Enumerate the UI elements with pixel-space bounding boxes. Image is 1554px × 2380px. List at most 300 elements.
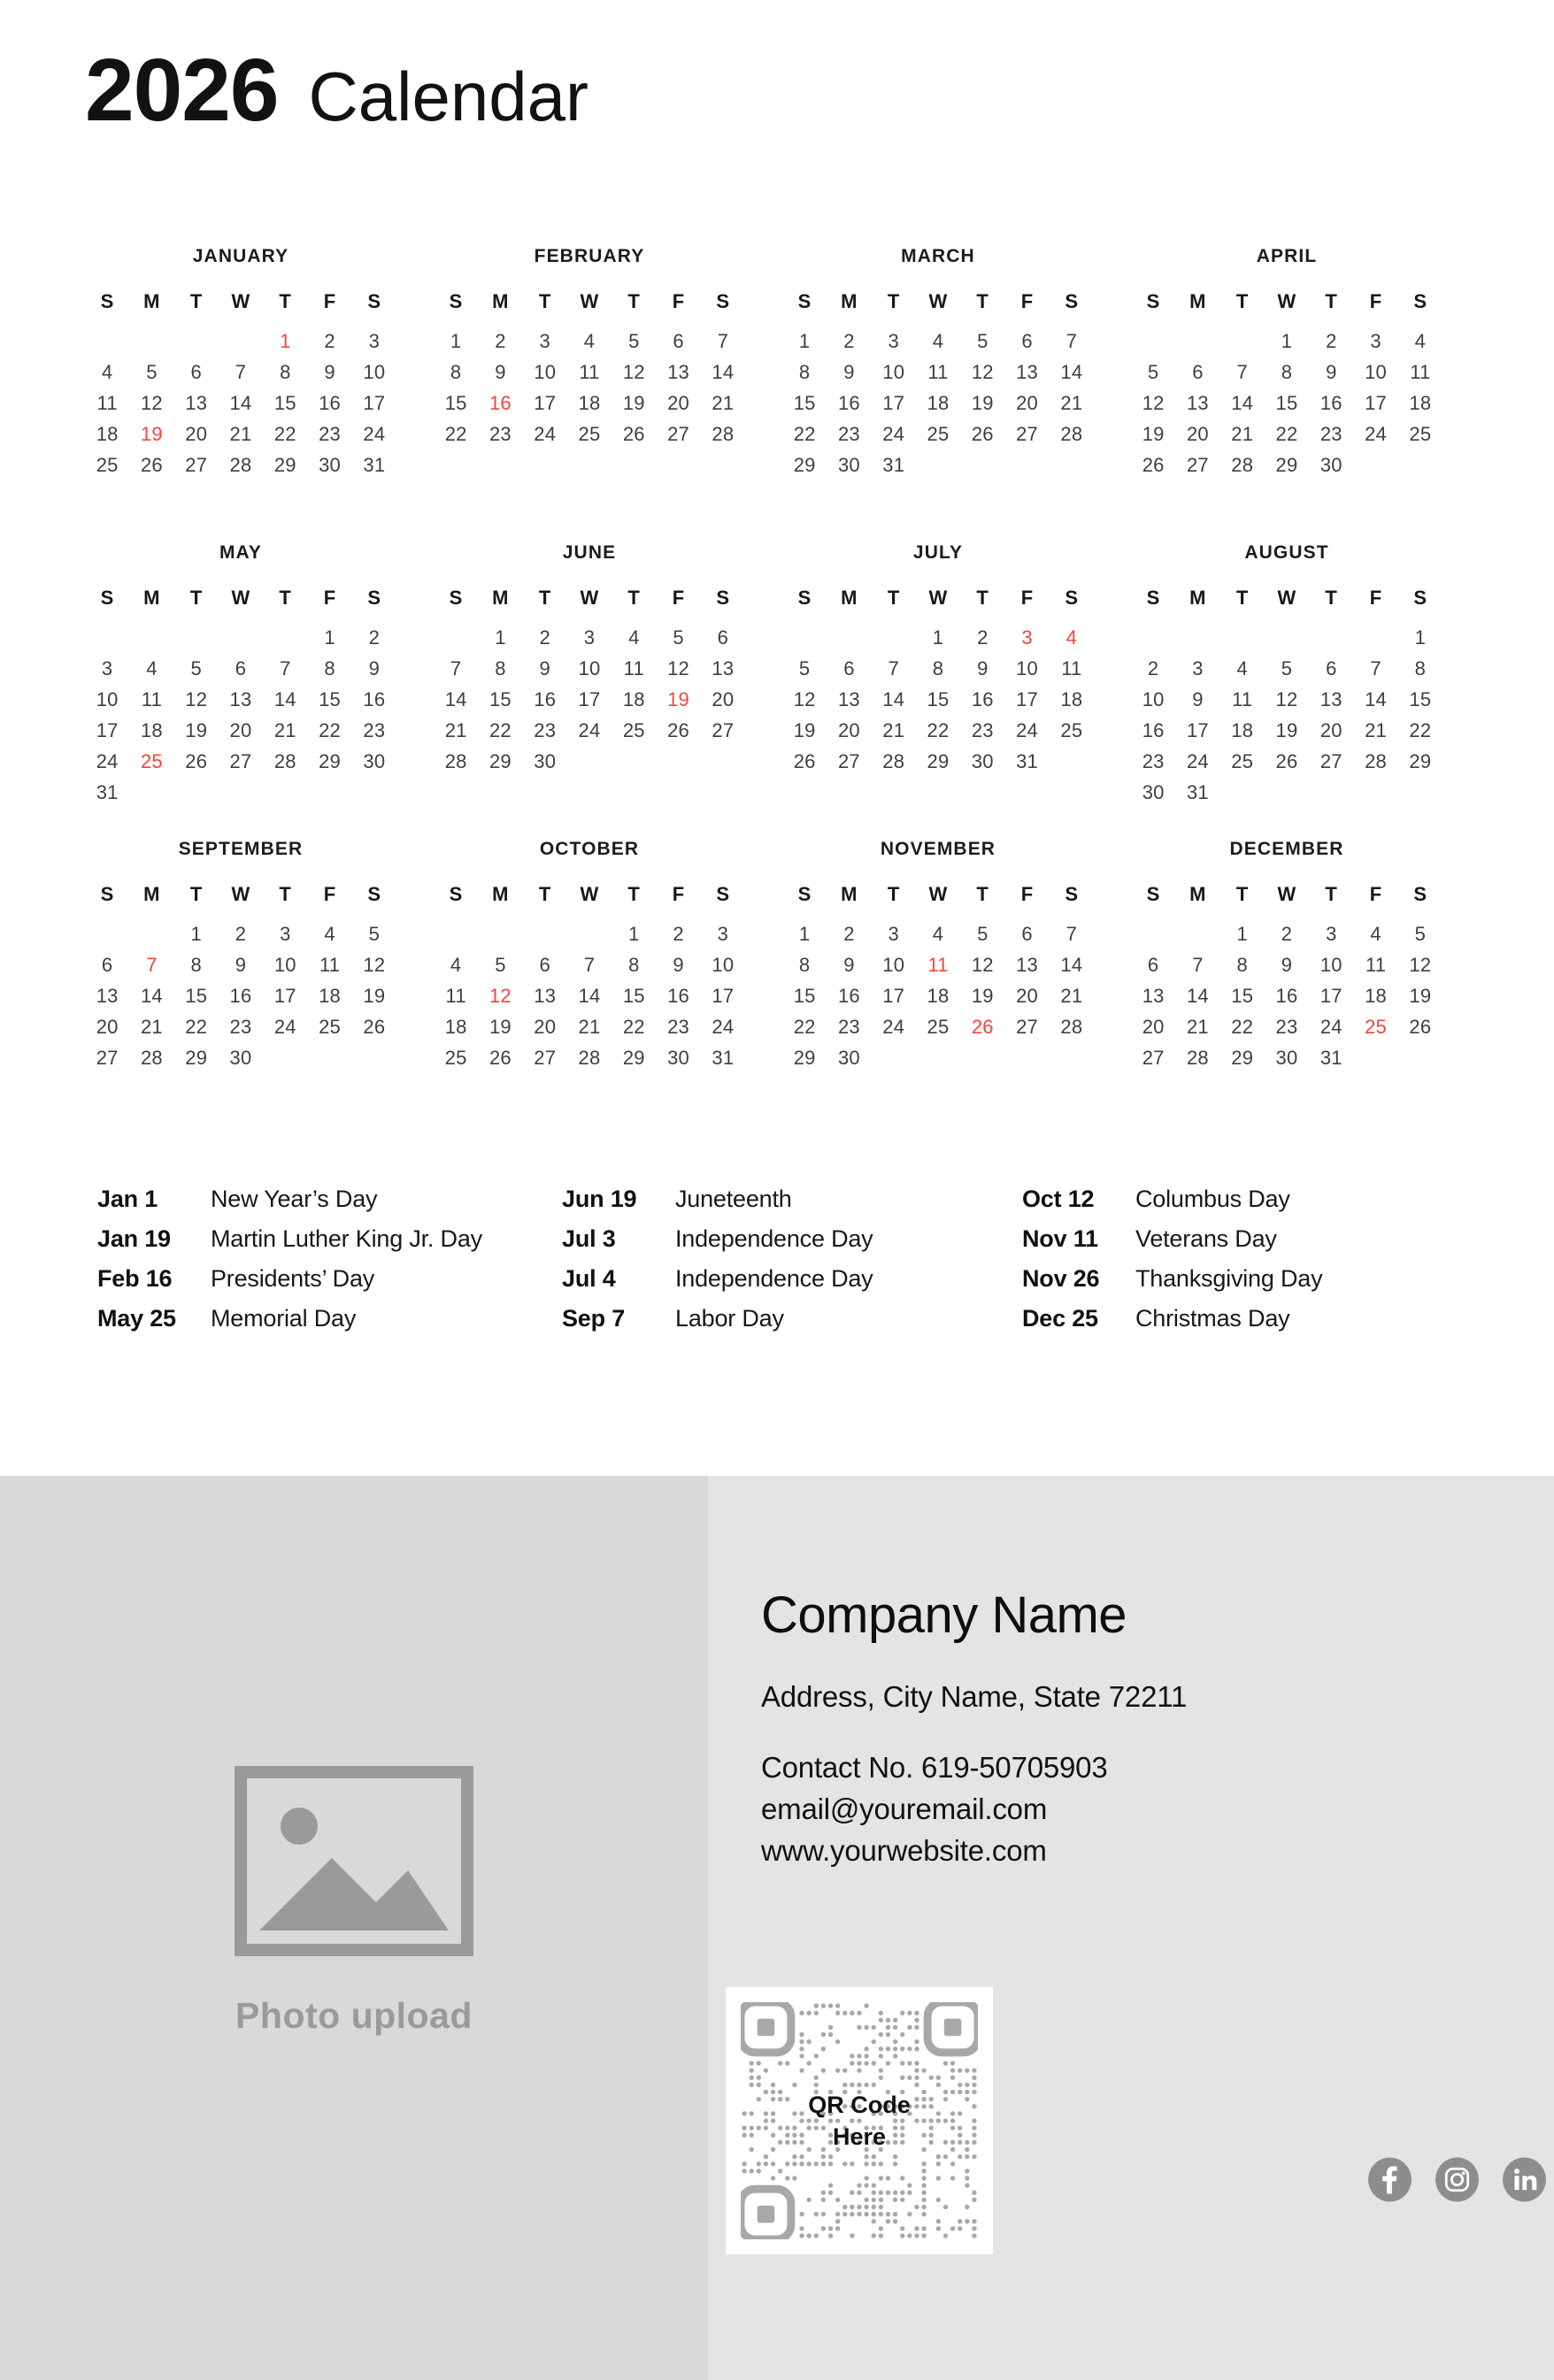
day-cell[interactable]: 6 [539, 954, 550, 976]
day-cell[interactable]: 20 [534, 1016, 557, 1038]
day-cell[interactable]: 24 [712, 1016, 735, 1038]
day-cell[interactable]: 8 [798, 361, 811, 383]
day-cell[interactable]: 19 [185, 719, 208, 741]
day-cell[interactable]: 19 [1409, 985, 1432, 1007]
day-cell[interactable]: 3 [1021, 626, 1033, 649]
day-cell[interactable]: 12 [1409, 954, 1432, 976]
day-cell[interactable]: 7 [1065, 330, 1078, 352]
day-cell[interactable]: 25 [578, 423, 601, 445]
day-cell[interactable]: 23 [837, 1016, 860, 1038]
day-cell[interactable]: 5 [146, 361, 158, 383]
day-cell[interactable]: 11 [927, 954, 949, 976]
day-cell[interactable]: 19 [1275, 719, 1298, 741]
day-cell[interactable]: 10 [273, 954, 296, 976]
day-cell[interactable]: 27 [96, 1047, 119, 1069]
day-cell[interactable]: 30 [837, 454, 860, 476]
day-cell[interactable]: 21 [1186, 1016, 1209, 1038]
day-cell[interactable]: 2 [1326, 330, 1337, 352]
day-cell[interactable]: 28 [229, 454, 252, 476]
day-cell[interactable]: 20 [229, 719, 252, 741]
day-cell[interactable]: 15 [319, 688, 341, 710]
day-cell[interactable]: 3 [583, 626, 596, 649]
day-cell[interactable]: 13 [229, 688, 252, 710]
day-cell[interactable]: 24 [273, 1016, 296, 1038]
day-cell[interactable]: 13 [534, 985, 557, 1007]
day-cell[interactable]: 12 [1275, 688, 1298, 710]
day-cell[interactable]: 25 [1409, 423, 1432, 445]
day-cell[interactable]: 17 [363, 392, 386, 414]
day-cell[interactable]: 11 [319, 954, 341, 976]
day-cell[interactable]: 29 [185, 1047, 208, 1069]
day-cell[interactable]: 13 [1016, 954, 1038, 976]
day-cell[interactable]: 8 [1414, 657, 1427, 679]
day-cell[interactable]: 2 [539, 626, 550, 649]
day-cell[interactable]: 16 [229, 985, 252, 1007]
day-cell[interactable]: 4 [932, 330, 944, 352]
day-cell[interactable]: 30 [1275, 1047, 1298, 1069]
day-cell[interactable]: 22 [1275, 423, 1298, 445]
day-cell[interactable]: 19 [971, 392, 994, 414]
day-cell[interactable]: 27 [534, 1047, 557, 1069]
day-cell[interactable]: 1 [1281, 330, 1293, 352]
day-cell[interactable]: 26 [622, 423, 645, 445]
day-cell[interactable]: 22 [489, 719, 512, 741]
day-cell[interactable]: 13 [1016, 361, 1038, 383]
day-cell[interactable]: 11 [445, 985, 466, 1007]
day-cell[interactable]: 31 [363, 454, 386, 476]
day-cell[interactable]: 21 [712, 392, 735, 414]
day-cell[interactable]: 6 [235, 657, 247, 679]
day-cell[interactable]: 4 [932, 923, 944, 945]
day-cell[interactable]: 14 [578, 985, 601, 1007]
day-cell[interactable]: 27 [1186, 454, 1209, 476]
day-cell[interactable]: 31 [882, 454, 905, 476]
day-cell[interactable]: 14 [229, 392, 252, 414]
day-cell[interactable]: 12 [971, 954, 994, 976]
day-cell[interactable]: 24 [1016, 719, 1038, 741]
day-cell[interactable]: 21 [1060, 985, 1083, 1007]
day-cell[interactable]: 25 [319, 1016, 341, 1038]
day-cell[interactable]: 30 [534, 750, 557, 772]
day-cell[interactable]: 8 [450, 361, 462, 383]
day-cell[interactable]: 22 [622, 1016, 645, 1038]
day-cell[interactable]: 3 [101, 657, 113, 679]
day-cell[interactable]: 8 [324, 657, 335, 679]
day-cell[interactable]: 15 [1231, 985, 1254, 1007]
day-cell[interactable]: 12 [1142, 392, 1165, 414]
day-cell[interactable]: 16 [1142, 719, 1165, 741]
day-cell[interactable]: 7 [1370, 657, 1381, 679]
day-cell[interactable]: 20 [1016, 392, 1038, 414]
day-cell[interactable]: 18 [319, 985, 341, 1007]
day-cell[interactable]: 25 [622, 719, 645, 741]
day-cell[interactable]: 5 [190, 657, 202, 679]
day-cell[interactable]: 30 [229, 1047, 252, 1069]
day-cell[interactable]: 24 [96, 750, 119, 772]
day-cell[interactable]: 23 [534, 719, 557, 741]
day-cell[interactable]: 21 [1365, 719, 1387, 741]
day-cell[interactable]: 10 [882, 361, 905, 383]
day-cell[interactable]: 31 [712, 1047, 735, 1069]
day-cell[interactable]: 24 [882, 423, 905, 445]
day-cell[interactable]: 19 [971, 985, 994, 1007]
day-cell[interactable]: 27 [667, 423, 689, 445]
day-cell[interactable]: 10 [96, 688, 119, 710]
day-cell[interactable]: 18 [1409, 392, 1432, 414]
day-cell[interactable]: 29 [1231, 1047, 1254, 1069]
day-cell[interactable]: 29 [319, 750, 341, 772]
day-cell[interactable]: 10 [363, 361, 386, 383]
day-cell[interactable]: 13 [837, 688, 860, 710]
day-cell[interactable]: 28 [1186, 1047, 1209, 1069]
day-cell[interactable]: 24 [363, 423, 386, 445]
day-cell[interactable]: 16 [1319, 392, 1342, 414]
day-cell[interactable]: 28 [1060, 423, 1083, 445]
day-cell[interactable]: 11 [96, 392, 118, 414]
day-cell[interactable]: 21 [882, 719, 905, 741]
day-cell[interactable]: 21 [273, 719, 296, 741]
day-cell[interactable]: 1 [932, 626, 944, 649]
day-cell[interactable]: 4 [628, 626, 640, 649]
day-cell[interactable]: 30 [1142, 781, 1165, 803]
day-cell[interactable]: 1 [190, 923, 202, 945]
day-cell[interactable]: 9 [1192, 688, 1204, 710]
day-cell[interactable]: 20 [96, 1016, 119, 1038]
day-cell[interactable]: 17 [882, 392, 905, 414]
day-cell[interactable]: 15 [185, 985, 208, 1007]
day-cell[interactable]: 30 [971, 750, 994, 772]
day-cell[interactable]: 23 [667, 1016, 689, 1038]
day-cell[interactable]: 17 [96, 719, 119, 741]
day-cell[interactable]: 23 [971, 719, 994, 741]
day-cell[interactable]: 23 [837, 423, 860, 445]
day-cell[interactable]: 10 [1365, 361, 1387, 383]
day-cell[interactable]: 6 [1021, 923, 1033, 945]
day-cell[interactable]: 7 [583, 954, 596, 976]
day-cell[interactable]: 23 [1319, 423, 1342, 445]
day-cell[interactable]: 14 [1231, 392, 1254, 414]
day-cell[interactable]: 11 [579, 361, 600, 383]
day-cell[interactable]: 9 [495, 361, 506, 383]
day-cell[interactable]: 5 [1147, 361, 1159, 383]
day-cell[interactable]: 19 [793, 719, 816, 741]
day-cell[interactable]: 3 [1370, 330, 1381, 352]
day-cell[interactable]: 16 [534, 688, 557, 710]
day-cell[interactable]: 19 [489, 1016, 512, 1038]
day-cell[interactable]: 18 [927, 985, 950, 1007]
day-cell[interactable]: 23 [1142, 750, 1165, 772]
day-cell[interactable]: 19 [1142, 423, 1165, 445]
linkedin-icon[interactable] [1502, 2157, 1547, 2202]
day-cell[interactable]: 29 [273, 454, 296, 476]
day-cell[interactable]: 5 [798, 657, 811, 679]
day-cell[interactable]: 22 [927, 719, 950, 741]
day-cell[interactable]: 25 [1365, 1016, 1387, 1038]
day-cell[interactable]: 17 [534, 392, 557, 414]
day-cell[interactable]: 31 [1016, 750, 1038, 772]
day-cell[interactable]: 28 [882, 750, 905, 772]
day-cell[interactable]: 15 [793, 985, 816, 1007]
day-cell[interactable]: 10 [882, 954, 905, 976]
day-cell[interactable]: 25 [927, 1016, 950, 1038]
day-cell[interactable]: 20 [1319, 719, 1342, 741]
day-cell[interactable]: 3 [368, 330, 381, 352]
day-cell[interactable]: 10 [1319, 954, 1342, 976]
day-cell[interactable]: 12 [489, 985, 512, 1007]
day-cell[interactable]: 18 [140, 719, 163, 741]
day-cell[interactable]: 7 [235, 361, 247, 383]
day-cell[interactable]: 8 [798, 954, 811, 976]
day-cell[interactable]: 3 [539, 330, 550, 352]
day-cell[interactable]: 18 [444, 1016, 467, 1038]
day-cell[interactable]: 28 [444, 750, 467, 772]
day-cell[interactable]: 13 [96, 985, 119, 1007]
day-cell[interactable]: 3 [717, 923, 729, 945]
day-cell[interactable]: 1 [798, 923, 811, 945]
day-cell[interactable]: 26 [1409, 1016, 1432, 1038]
day-cell[interactable]: 19 [622, 392, 645, 414]
day-cell[interactable]: 16 [489, 392, 512, 414]
day-cell[interactable]: 4 [1236, 657, 1248, 679]
day-cell[interactable]: 9 [1281, 954, 1293, 976]
day-cell[interactable]: 7 [1236, 361, 1248, 383]
photo-upload-panel[interactable] [0, 1476, 708, 2380]
day-cell[interactable]: 16 [363, 688, 386, 710]
day-cell[interactable]: 6 [1192, 361, 1204, 383]
day-cell[interactable]: 8 [495, 657, 506, 679]
day-cell[interactable]: 11 [1365, 954, 1387, 976]
day-cell[interactable]: 26 [363, 1016, 386, 1038]
day-cell[interactable]: 15 [622, 985, 645, 1007]
day-cell[interactable]: 3 [1192, 657, 1204, 679]
day-cell[interactable]: 22 [793, 423, 816, 445]
day-cell[interactable]: 29 [1409, 750, 1432, 772]
day-cell[interactable]: 11 [141, 688, 163, 710]
day-cell[interactable]: 6 [1147, 954, 1159, 976]
day-cell[interactable]: 22 [185, 1016, 208, 1038]
day-cell[interactable]: 22 [1231, 1016, 1254, 1038]
day-cell[interactable]: 17 [578, 688, 601, 710]
day-cell[interactable]: 4 [101, 361, 113, 383]
day-cell[interactable]: 1 [495, 626, 506, 649]
day-cell[interactable]: 25 [96, 454, 119, 476]
day-cell[interactable]: 20 [1142, 1016, 1165, 1038]
day-cell[interactable]: 13 [1319, 688, 1342, 710]
day-cell[interactable]: 18 [1365, 985, 1387, 1007]
day-cell[interactable]: 21 [1231, 423, 1254, 445]
day-cell[interactable]: 27 [1016, 423, 1038, 445]
day-cell[interactable]: 27 [229, 750, 252, 772]
day-cell[interactable]: 19 [667, 688, 689, 710]
day-cell[interactable]: 7 [1065, 923, 1078, 945]
day-cell[interactable]: 18 [1060, 688, 1083, 710]
day-cell[interactable]: 10 [534, 361, 557, 383]
day-cell[interactable]: 26 [140, 454, 163, 476]
day-cell[interactable]: 5 [977, 330, 989, 352]
day-cell[interactable]: 14 [273, 688, 296, 710]
day-cell[interactable]: 13 [185, 392, 208, 414]
day-cell[interactable]: 25 [444, 1047, 467, 1069]
day-cell[interactable]: 14 [1060, 954, 1083, 976]
day-cell[interactable]: 9 [1326, 361, 1337, 383]
day-cell[interactable]: 19 [140, 423, 163, 445]
day-cell[interactable]: 4 [583, 330, 596, 352]
day-cell[interactable]: 15 [1409, 688, 1432, 710]
day-cell[interactable]: 29 [489, 750, 512, 772]
day-cell[interactable]: 23 [319, 423, 341, 445]
day-cell[interactable]: 27 [1016, 1016, 1038, 1038]
day-cell[interactable]: 5 [495, 954, 506, 976]
day-cell[interactable]: 9 [673, 954, 684, 976]
day-cell[interactable]: 2 [977, 626, 989, 649]
day-cell[interactable]: 26 [793, 750, 816, 772]
day-cell[interactable]: 20 [712, 688, 735, 710]
day-cell[interactable]: 17 [1186, 719, 1209, 741]
day-cell[interactable]: 23 [489, 423, 512, 445]
day-cell[interactable]: 16 [667, 985, 689, 1007]
day-cell[interactable]: 5 [673, 626, 684, 649]
day-cell[interactable]: 14 [712, 361, 735, 383]
day-cell[interactable]: 9 [324, 361, 335, 383]
day-cell[interactable]: 14 [1186, 985, 1209, 1007]
day-cell[interactable]: 21 [1060, 392, 1083, 414]
day-cell[interactable]: 5 [628, 330, 640, 352]
day-cell[interactable]: 16 [319, 392, 341, 414]
day-cell[interactable]: 8 [1281, 361, 1293, 383]
day-cell[interactable]: 27 [712, 719, 735, 741]
day-cell[interactable]: 18 [927, 392, 950, 414]
day-cell[interactable]: 4 [146, 657, 158, 679]
day-cell[interactable]: 9 [235, 954, 247, 976]
day-cell[interactable]: 6 [101, 954, 113, 976]
day-cell[interactable]: 2 [368, 626, 381, 649]
day-cell[interactable]: 18 [1231, 719, 1254, 741]
day-cell[interactable]: 22 [319, 719, 341, 741]
day-cell[interactable]: 17 [1365, 392, 1387, 414]
day-cell[interactable]: 7 [1192, 954, 1204, 976]
day-cell[interactable]: 14 [882, 688, 905, 710]
day-cell[interactable]: 13 [712, 657, 735, 679]
day-cell[interactable]: 16 [971, 688, 994, 710]
day-cell[interactable]: 22 [444, 423, 467, 445]
day-cell[interactable]: 17 [1016, 688, 1038, 710]
day-cell[interactable]: 8 [628, 954, 640, 976]
day-cell[interactable]: 29 [793, 454, 816, 476]
day-cell[interactable]: 6 [673, 330, 684, 352]
day-cell[interactable]: 1 [324, 626, 335, 649]
day-cell[interactable]: 4 [1370, 923, 1381, 945]
day-cell[interactable]: 15 [1275, 392, 1298, 414]
day-cell[interactable]: 28 [1060, 1016, 1083, 1038]
day-cell[interactable]: 10 [1016, 657, 1038, 679]
day-cell[interactable]: 18 [578, 392, 601, 414]
day-cell[interactable]: 18 [622, 688, 645, 710]
day-cell[interactable]: 27 [837, 750, 860, 772]
day-cell[interactable]: 6 [1326, 657, 1337, 679]
day-cell[interactable]: 11 [927, 361, 949, 383]
day-cell[interactable]: 9 [843, 361, 855, 383]
day-cell[interactable]: 3 [1326, 923, 1337, 945]
day-cell[interactable]: 12 [971, 361, 994, 383]
day-cell[interactable]: 24 [882, 1016, 905, 1038]
day-cell[interactable]: 11 [1232, 688, 1253, 710]
day-cell[interactable]: 2 [673, 923, 684, 945]
day-cell[interactable]: 22 [793, 1016, 816, 1038]
day-cell[interactable]: 3 [280, 923, 291, 945]
day-cell[interactable]: 10 [1142, 688, 1165, 710]
day-cell[interactable]: 28 [1365, 750, 1387, 772]
day-cell[interactable]: 28 [712, 423, 735, 445]
day-cell[interactable]: 30 [837, 1047, 860, 1069]
day-cell[interactable]: 24 [1365, 423, 1387, 445]
day-cell[interactable]: 14 [444, 688, 467, 710]
day-cell[interactable]: 23 [363, 719, 386, 741]
day-cell[interactable]: 29 [927, 750, 950, 772]
day-cell[interactable]: 14 [1365, 688, 1387, 710]
day-cell[interactable]: 15 [927, 688, 950, 710]
day-cell[interactable]: 30 [363, 750, 386, 772]
day-cell[interactable]: 7 [888, 657, 899, 679]
day-cell[interactable]: 4 [1414, 330, 1427, 352]
day-cell[interactable]: 17 [1319, 985, 1342, 1007]
day-cell[interactable]: 21 [140, 1016, 163, 1038]
day-cell[interactable]: 24 [1319, 1016, 1342, 1038]
day-cell[interactable]: 2 [324, 330, 335, 352]
day-cell[interactable]: 19 [363, 985, 386, 1007]
day-cell[interactable]: 17 [882, 985, 905, 1007]
day-cell[interactable]: 2 [843, 330, 855, 352]
day-cell[interactable]: 15 [444, 392, 467, 414]
day-cell[interactable]: 22 [1409, 719, 1432, 741]
day-cell[interactable]: 31 [1319, 1047, 1342, 1069]
day-cell[interactable]: 16 [837, 985, 860, 1007]
day-cell[interactable]: 9 [368, 657, 381, 679]
day-cell[interactable]: 30 [319, 454, 341, 476]
day-cell[interactable]: 9 [843, 954, 855, 976]
day-cell[interactable]: 27 [185, 454, 208, 476]
day-cell[interactable]: 1 [628, 923, 640, 945]
day-cell[interactable]: 24 [1186, 750, 1209, 772]
day-cell[interactable]: 12 [622, 361, 645, 383]
day-cell[interactable]: 4 [1065, 626, 1078, 649]
day-cell[interactable]: 28 [1231, 454, 1254, 476]
day-cell[interactable]: 13 [1142, 985, 1165, 1007]
day-cell[interactable]: 25 [927, 423, 950, 445]
day-cell[interactable]: 20 [837, 719, 860, 741]
day-cell[interactable]: 23 [229, 1016, 252, 1038]
day-cell[interactable]: 24 [534, 423, 557, 445]
day-cell[interactable]: 22 [273, 423, 296, 445]
day-cell[interactable]: 26 [1142, 454, 1165, 476]
day-cell[interactable]: 8 [280, 361, 291, 383]
day-cell[interactable]: 9 [539, 657, 550, 679]
qr-code[interactable] [726, 1987, 993, 2254]
day-cell[interactable]: 6 [843, 657, 855, 679]
day-cell[interactable]: 3 [888, 923, 899, 945]
day-cell[interactable]: 8 [190, 954, 202, 976]
day-cell[interactable]: 16 [837, 392, 860, 414]
day-cell[interactable]: 2 [235, 923, 247, 945]
day-cell[interactable]: 1 [1236, 923, 1248, 945]
day-cell[interactable]: 28 [273, 750, 296, 772]
day-cell[interactable]: 6 [717, 626, 729, 649]
day-cell[interactable]: 23 [1275, 1016, 1298, 1038]
day-cell[interactable]: 7 [450, 657, 462, 679]
day-cell[interactable]: 12 [363, 954, 386, 976]
day-cell[interactable]: 20 [1016, 985, 1038, 1007]
day-cell[interactable]: 6 [1021, 330, 1033, 352]
day-cell[interactable]: 2 [1281, 923, 1293, 945]
